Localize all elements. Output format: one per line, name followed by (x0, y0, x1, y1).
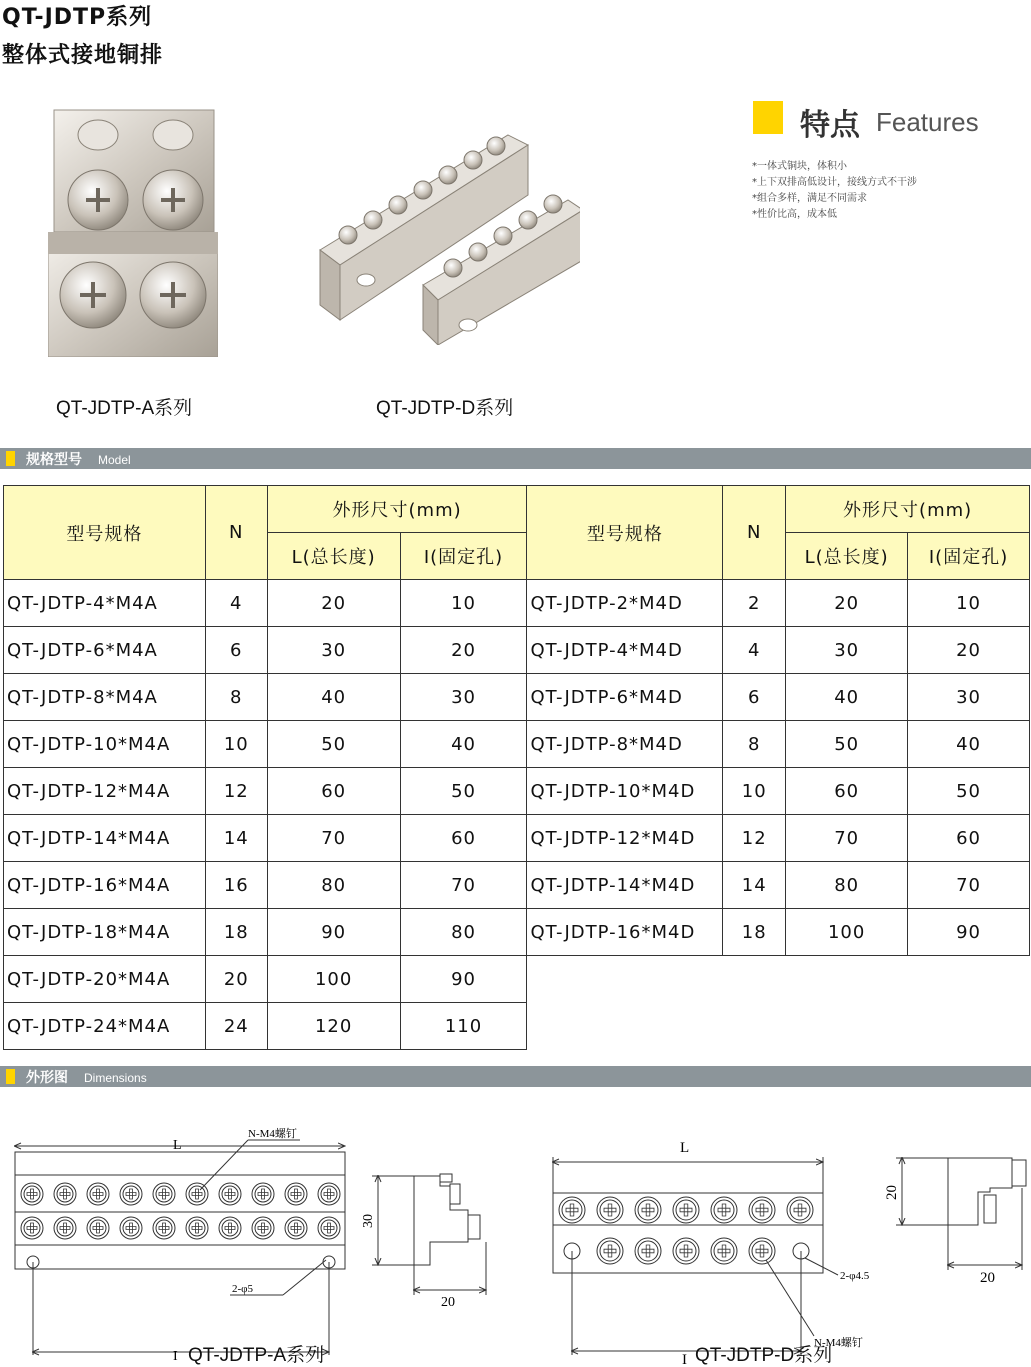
dimension-drawings (0, 1100, 1031, 1364)
screw-icon (635, 1197, 661, 1223)
cell-hole: 50 (908, 768, 1030, 815)
cell-length: 20 (786, 580, 908, 627)
screw-icon (673, 1238, 699, 1264)
cell-model: QT-JDTP-2*M4D (527, 580, 723, 627)
header-size: 外形尺寸(mm) (267, 486, 527, 533)
cell-model: QT-JDTP-6*M4A (4, 627, 206, 674)
cell-length: 100 (786, 909, 908, 956)
cell-model: QT-JDTP-6*M4D (527, 674, 723, 721)
cell-hole: 90 (908, 909, 1030, 956)
cell-n: 10 (723, 768, 786, 815)
screw-icon (186, 1183, 208, 1205)
cell-n: 6 (205, 627, 267, 674)
header-l: L(总长度) (267, 533, 400, 580)
cell-hole: 80 (400, 909, 527, 956)
cell-model: QT-JDTP-20*M4A (4, 956, 206, 1003)
cell-n: 4 (723, 627, 786, 674)
cell-length: 20 (267, 580, 400, 627)
cell-length: 120 (267, 1003, 400, 1050)
features-list (752, 159, 917, 223)
header-size: 外形尺寸(mm) (786, 486, 1030, 533)
cell-model: QT-JDTP-4*M4A (4, 580, 206, 627)
empty-cell (527, 1003, 1030, 1050)
cell-n: 8 (723, 721, 786, 768)
cell-hole: 40 (908, 721, 1030, 768)
section-title: 规格型号 (26, 452, 82, 468)
section-title-en: Dimensions (84, 1071, 147, 1085)
cell-length: 80 (267, 862, 400, 909)
cell-model: QT-JDTP-12*M4D (527, 815, 723, 862)
dim-a-height: 30 (361, 1214, 376, 1228)
header-i: I(固定孔) (400, 533, 527, 580)
cell-model: QT-JDTP-14*M4A (4, 815, 206, 862)
cell-hole: 110 (400, 1003, 527, 1050)
table-row (4, 768, 1030, 815)
product-photo-a (48, 105, 218, 357)
screw-icon (54, 1183, 76, 1205)
cell-model: QT-JDTP-16*M4A (4, 862, 206, 909)
cell-n: 18 (205, 909, 267, 956)
cell-model: QT-JDTP-12*M4A (4, 768, 206, 815)
screw-icon (252, 1217, 274, 1239)
screw-icon (252, 1183, 274, 1205)
screw-icon (54, 1217, 76, 1239)
section-marker (6, 451, 15, 466)
screw-icon (120, 1217, 142, 1239)
screw-icon (285, 1183, 307, 1205)
cell-model: QT-JDTP-10*M4D (527, 768, 723, 815)
cell-hole: 20 (400, 627, 527, 674)
table-row (4, 815, 1030, 862)
cell-n: 14 (723, 862, 786, 909)
screw-icon (635, 1238, 661, 1264)
screw-icon (787, 1197, 813, 1223)
section-bar-dimensions (0, 1066, 1031, 1087)
screw-icon (219, 1217, 241, 1239)
dim-d-caption: QT-JDTP-D系列 (695, 1345, 833, 1366)
dim-d-height: 20 (884, 1185, 900, 1200)
features-marker (753, 101, 783, 134)
dim-d-depth: 20 (980, 1270, 995, 1286)
drawing-d-front (553, 1157, 838, 1355)
cell-hole: 10 (400, 580, 527, 627)
table-row (4, 956, 1030, 1003)
cell-hole: 30 (400, 674, 527, 721)
cell-length: 80 (786, 862, 908, 909)
drawing-a-front (15, 1140, 345, 1355)
cell-length: 40 (267, 674, 400, 721)
cell-length: 50 (267, 721, 400, 768)
cell-length: 50 (786, 721, 908, 768)
screw-icon (186, 1217, 208, 1239)
cell-hole: 90 (400, 956, 527, 1003)
cell-model: QT-JDTP-8*M4A (4, 674, 206, 721)
cell-hole: 20 (908, 627, 1030, 674)
screw-icon (87, 1183, 109, 1205)
dim-d-hole-note: 2-φ4.5 (840, 1270, 870, 1282)
cell-model: QT-JDTP-4*M4D (527, 627, 723, 674)
feature-item: *组合多样，满足不同需求 (752, 193, 867, 204)
screw-icon (219, 1183, 241, 1205)
cell-n: 12 (723, 815, 786, 862)
cell-hole: 10 (908, 580, 1030, 627)
cell-length: 100 (267, 956, 400, 1003)
screw-icon (673, 1197, 699, 1223)
cell-length: 70 (267, 815, 400, 862)
cell-length: 30 (267, 627, 400, 674)
cell-length: 40 (786, 674, 908, 721)
dim-a-hole-note: 2-φ5 (232, 1283, 254, 1295)
section-marker (6, 1069, 15, 1084)
table-row (4, 627, 1030, 674)
cell-model: QT-JDTP-10*M4A (4, 721, 206, 768)
cell-hole: 70 (400, 862, 527, 909)
feature-item: *一体式铜块，体积小 (752, 161, 847, 172)
cell-hole: 50 (400, 768, 527, 815)
screw-icon (749, 1197, 775, 1223)
cell-hole: 60 (400, 815, 527, 862)
dim-d-l-label: L (680, 1140, 690, 1156)
dim-a-i-label: I (173, 1349, 178, 1364)
photo-d-caption: QT-JDTP-D系列 (376, 398, 514, 419)
photo-a-caption: QT-JDTP-A系列 (56, 398, 193, 419)
table-row (4, 674, 1030, 721)
spec-table (3, 485, 1030, 1050)
features-title-en: Features (876, 107, 979, 137)
screw-icon (285, 1217, 307, 1239)
features-title: 特点 (800, 108, 860, 143)
cell-hole: 40 (400, 721, 527, 768)
screw-icon (153, 1183, 175, 1205)
screw-icon (597, 1197, 623, 1223)
screw-icon (749, 1238, 775, 1264)
cell-model: QT-JDTP-16*M4D (527, 909, 723, 956)
header-i: I(固定孔) (908, 533, 1030, 580)
screw-icon (318, 1183, 340, 1205)
cell-n: 18 (723, 909, 786, 956)
feature-item: *性价比高，成本低 (752, 209, 837, 220)
cell-model: QT-JDTP-14*M4D (527, 862, 723, 909)
cell-n: 10 (205, 721, 267, 768)
page-subtitle: 整体式接地铜排 (2, 43, 164, 68)
cell-n: 6 (723, 674, 786, 721)
dim-d-screw-note: N-M4螺钉 (814, 1337, 863, 1349)
page-title: QT-JDTP系列 (2, 5, 153, 30)
feature-item: *上下双排高低设计，接线方式不干涉 (752, 177, 917, 188)
screw-icon (711, 1197, 737, 1223)
screw-icon (21, 1217, 43, 1239)
table-row (4, 721, 1030, 768)
section-title-en: Model (98, 453, 131, 467)
cell-hole: 60 (908, 815, 1030, 862)
cell-model: QT-JDTP-18*M4A (4, 909, 206, 956)
table-row (4, 909, 1030, 956)
cell-length: 90 (267, 909, 400, 956)
dim-d-i-label: I (682, 1352, 687, 1364)
header-n: N (723, 486, 786, 580)
table-row (4, 1003, 1030, 1050)
cell-n: 24 (205, 1003, 267, 1050)
dim-a-screw-note: N-M4螺钉 (248, 1128, 297, 1140)
drawing-d-side (896, 1158, 1026, 1270)
screw-icon (559, 1197, 585, 1223)
cell-n: 8 (205, 674, 267, 721)
cell-hole: 70 (908, 862, 1030, 909)
cell-n: 16 (205, 862, 267, 909)
screw-icon (120, 1183, 142, 1205)
cell-length: 30 (786, 627, 908, 674)
empty-cell (527, 956, 1030, 1003)
cell-n: 20 (205, 956, 267, 1003)
drawing-a-side (372, 1174, 486, 1295)
cell-length: 60 (267, 768, 400, 815)
section-title: 外形图 (26, 1070, 68, 1086)
screw-icon (318, 1217, 340, 1239)
dim-a-depth: 20 (441, 1295, 455, 1310)
cell-length: 60 (786, 768, 908, 815)
cell-n: 12 (205, 768, 267, 815)
dim-a-l-label: L (173, 1138, 182, 1153)
cell-length: 70 (786, 815, 908, 862)
header-model: 型号规格 (527, 486, 723, 580)
cell-model: QT-JDTP-24*M4A (4, 1003, 206, 1050)
cell-n: 4 (205, 580, 267, 627)
dim-a-caption: QT-JDTP-A系列 (188, 1345, 325, 1366)
screw-icon (21, 1183, 43, 1205)
screw-icon (597, 1238, 623, 1264)
cell-n: 2 (723, 580, 786, 627)
cell-n: 14 (205, 815, 267, 862)
cell-model: QT-JDTP-8*M4D (527, 721, 723, 768)
header-model: 型号规格 (4, 486, 206, 580)
section-bar-model (0, 448, 1031, 469)
header-l: L(总长度) (786, 533, 908, 580)
cell-hole: 30 (908, 674, 1030, 721)
header-n: N (205, 486, 267, 580)
screw-icon (711, 1238, 737, 1264)
screw-icon (87, 1217, 109, 1239)
screw-icon (153, 1217, 175, 1239)
table-row (4, 580, 1030, 627)
table-row (4, 862, 1030, 909)
product-photo-d (318, 100, 580, 345)
